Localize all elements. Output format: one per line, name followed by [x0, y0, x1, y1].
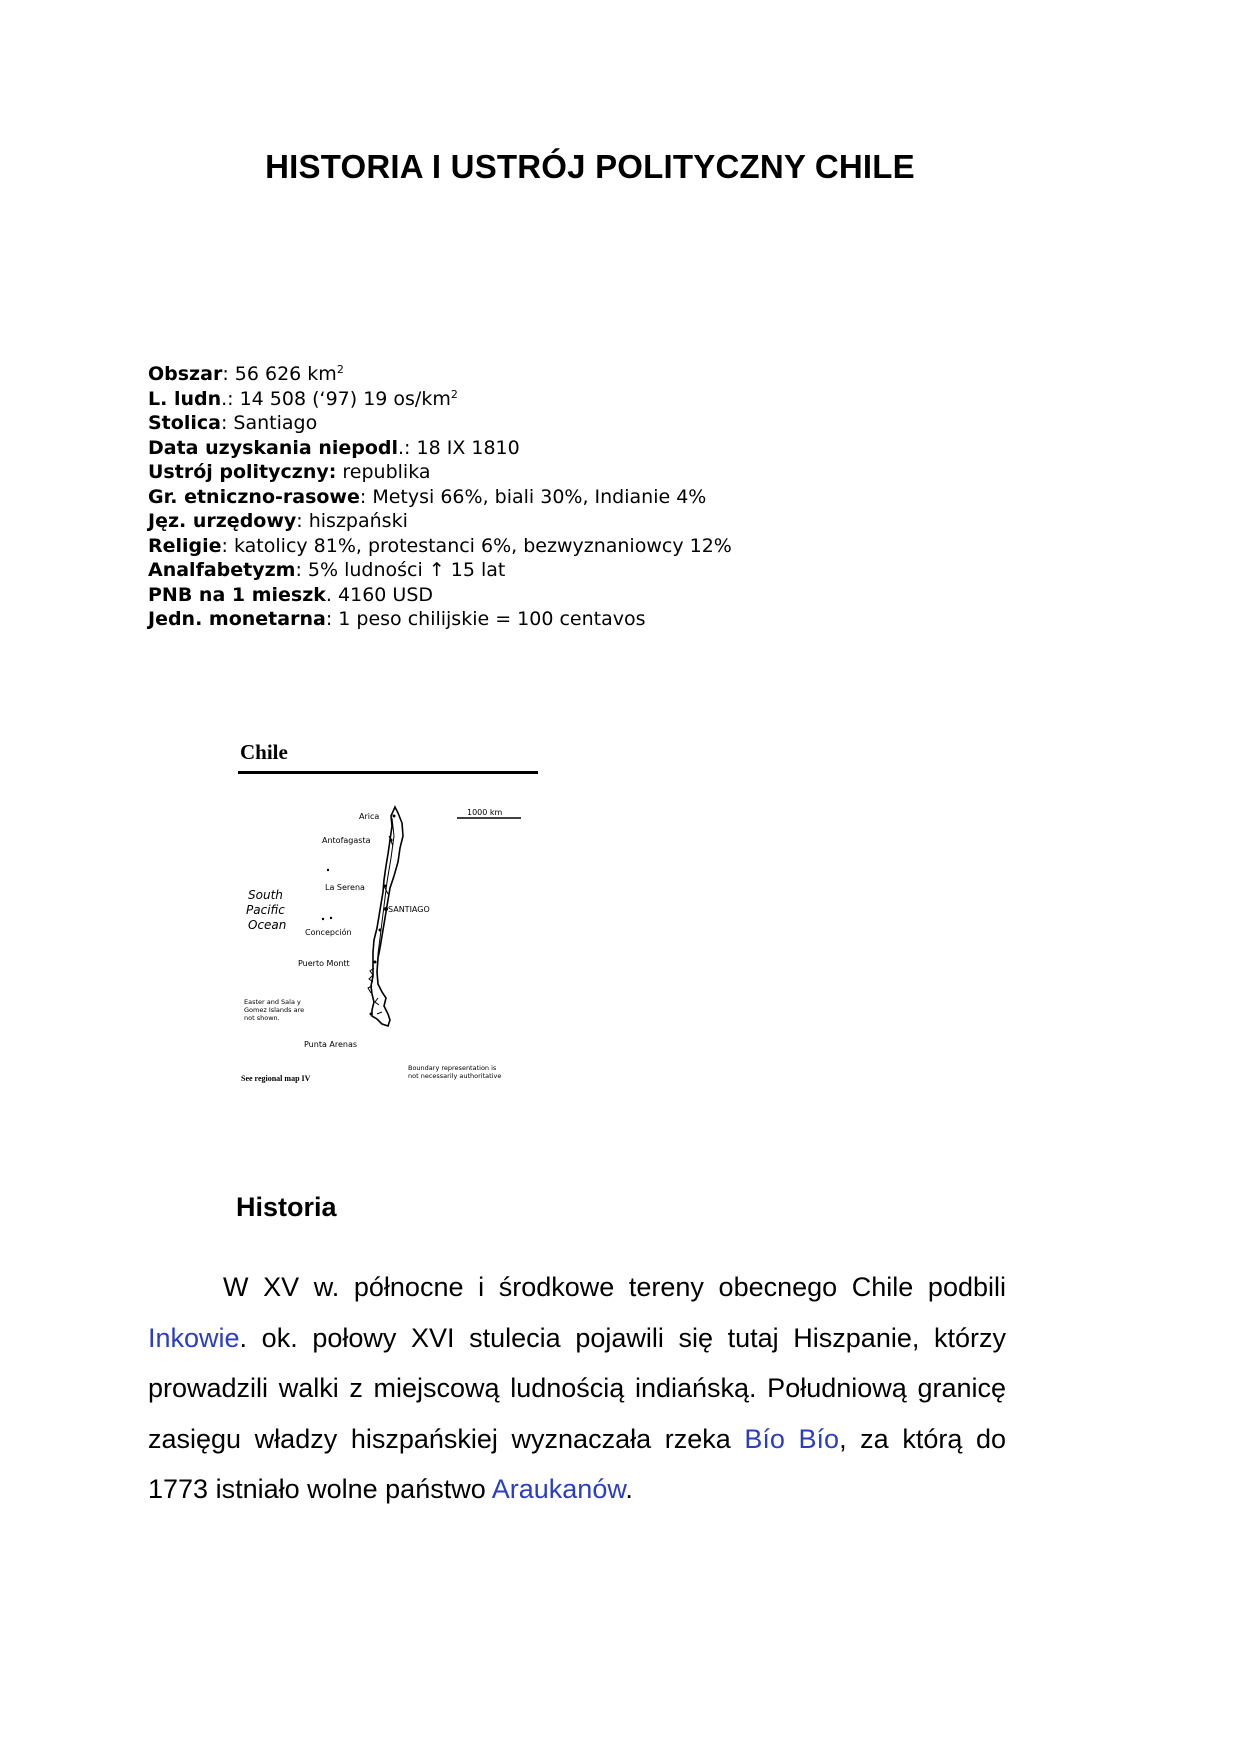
fact-label: L. ludn [148, 387, 222, 410]
fact-row: Gr. etniczno-rasowe: Metysi 66%, biali 30%, Indianie 4% [148, 485, 707, 508]
islands-note: Gomez Islands are [244, 1006, 305, 1014]
boundary-note: not necessarily authoritative [408, 1072, 502, 1080]
ocean-label: South [248, 888, 283, 902]
fact-label: Jedn. monetarna [148, 608, 326, 630]
country-facts [148, 362, 732, 632]
fact-value: 56 626 km [234, 363, 337, 385]
fact-label: Jęz. urzędowy [148, 510, 297, 532]
city-dot [384, 885, 387, 888]
city-label: Puerto Montt [298, 959, 350, 968]
fact-row: PNB na 1 mieszk. 4160 USD [148, 583, 434, 606]
ocean-label: Pacific [246, 903, 285, 917]
fact-value: Santiago [233, 412, 318, 434]
link-inkowie[interactable]: Inkowie [148, 1322, 240, 1353]
chile-outline [371, 807, 403, 1026]
fact-label: Obszar [148, 363, 223, 385]
ocean-label: Ocean [248, 918, 287, 932]
city-dot [370, 1013, 373, 1016]
islands-note: Easter and Sala y [244, 998, 301, 1006]
fact-value: 14 508 (‘97) 19 os/km [239, 387, 451, 410]
map-footer: See regional map IV [241, 1074, 311, 1083]
fact-row: Jęz. urzędowy: hiszpański [148, 510, 408, 532]
chile-map [232, 736, 552, 1096]
fact-label: Ustrój polityczny: [148, 461, 337, 483]
boundary-note: Boundary representation is [408, 1064, 497, 1072]
fact-label: Analfabetyzm [148, 559, 296, 581]
scale-label: 1000 km [467, 808, 503, 817]
fact-row: L. ludn.: 14 508 (‘97) 19 $os/km^2$ [148, 387, 458, 410]
city-label: SANTIAGO [388, 905, 430, 914]
fact-row: Religie: katolicy 81%, protestanci 6%, bezwyznaniowcy 12% [148, 534, 732, 557]
city-dot [390, 839, 393, 842]
fact-label: Religie [148, 534, 222, 557]
fact-label: Data uzyskania niepodl [148, 436, 399, 459]
city-label: Antofagasta [322, 836, 371, 845]
fact-label: Stolica [148, 412, 221, 434]
city-label: Punta Arenas [304, 1040, 358, 1049]
fact-value: 4160 USD [338, 583, 434, 606]
section-heading-historia: Historia [236, 1192, 337, 1222]
island-dot [330, 917, 332, 919]
city-label: Arica [359, 812, 380, 821]
map-title: Chile [240, 740, 288, 764]
fact-row: Stolica: Santiago [148, 412, 318, 434]
fact-label: PNB na 1 mieszk [148, 583, 326, 606]
fact-row: Analfabetyzm: 5% ludności ↑ 15 lat [148, 559, 506, 581]
document-title: HISTORIA I USTRÓJ POLITYCZNY CHILE [265, 148, 915, 185]
city-label: La Serena [325, 883, 365, 892]
city-dot [374, 961, 377, 964]
fact-row: Data uzyskania niepodl.: 18 IX 1810 [148, 436, 520, 459]
fact-value: hiszpański [308, 510, 408, 532]
fact-value: katolicy 81%, protestanci 6%, bezwyznaniowcy 12% [234, 534, 732, 557]
history-paragraph: W XV w. północne i środkowe tereny obecnego Chile podbili Inkowie. ok. połowy XVI stulecia pojawili się tutaj Hiszpanie, którzy prowadzili walki z miejscową ludnością indiańską. Południową granicę zasięgu władzy hiszpańskiej wyznaczała rzeka Bío Bío, za którą do 1773 istniało wolne państwo Araukanów. [148, 1272, 1007, 1504]
fact-value: 18 IX 1810 [416, 436, 520, 459]
islands-note: not shown. [244, 1014, 280, 1022]
link-araukanow[interactable]: Araukanów [491, 1474, 626, 1504]
city-dot [379, 929, 382, 932]
island-dot [327, 869, 329, 871]
fact-value: 5% ludności ↑ 15 lat [307, 559, 506, 581]
fact-value: 1 peso chilijskie = 100 centavos [338, 608, 646, 630]
link-bio-bio[interactable]: Bío Bío [744, 1423, 840, 1454]
city-dot [393, 815, 396, 818]
island-dot [322, 918, 324, 920]
chile-map-figure [232, 736, 552, 1096]
city-label: Concepción [305, 928, 352, 937]
fact-row: Obszar: 56 626 $km^2$ [148, 363, 344, 385]
fact-row [148, 460, 732, 485]
fact-value: republika [342, 461, 431, 483]
fact-label: Gr. etniczno-rasowe [148, 485, 360, 508]
fact-row: Jedn. monetarna: 1 peso chilijskie = 100 centavos [148, 608, 646, 630]
fact-value: Metysi 66%, biali 30%, Indianie 4% [372, 485, 707, 508]
